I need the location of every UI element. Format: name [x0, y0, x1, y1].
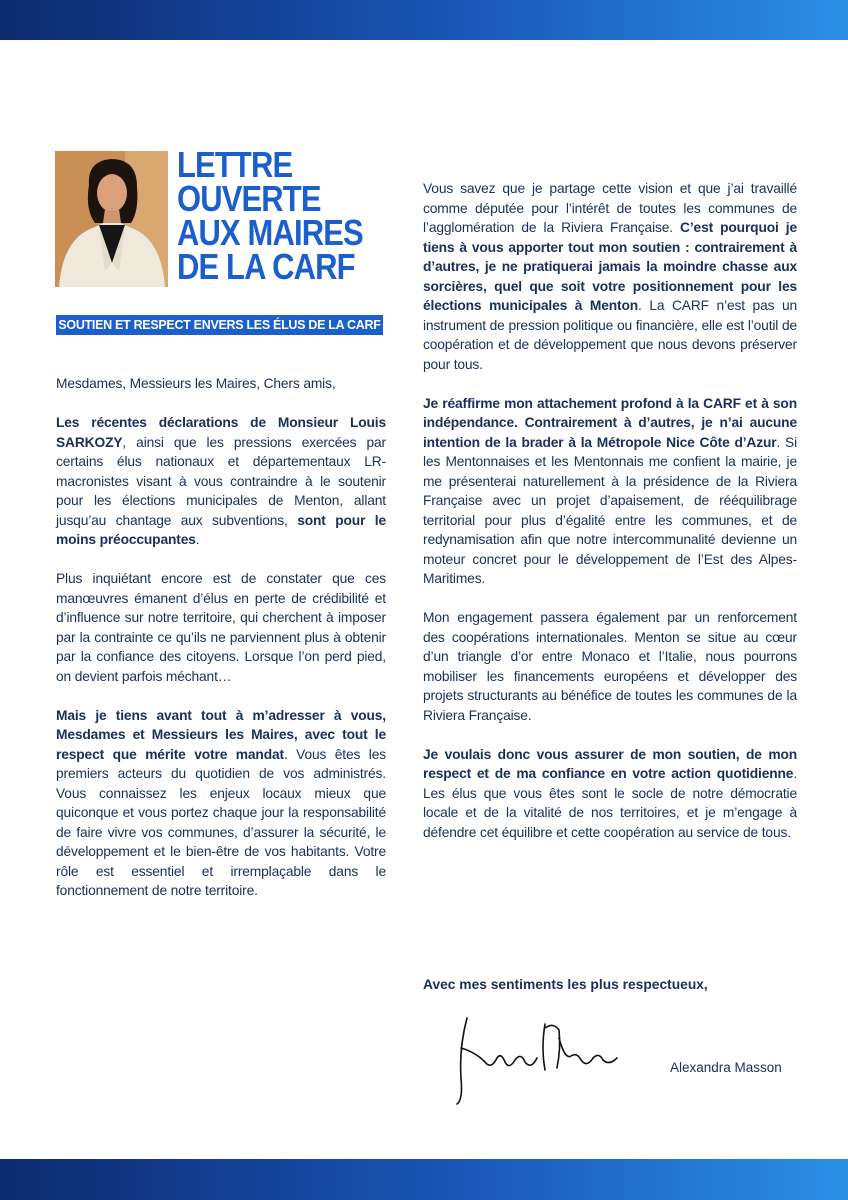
p4-text-end: . La CARF n’est pas un instrument de pression politique ou financière, elle est l’outil de coopération et de développement que nous devons préserver pour tous. — [423, 298, 797, 372]
letter-column-right — [423, 179, 797, 862]
paragraph-1 — [56, 413, 386, 550]
paragraph-6: Mon engagement passera également par un renforcement des coopérations internationales. Menton se situe au cœur d’un triangle d’or entre Monaco et l’Italie, nous pourrons mobiliser les financements européens et développer des projets structurants au bénéfice de toutes les communes de la Riviera Française. — [423, 610, 797, 723]
title-line-1: LETTRE — [177, 144, 293, 185]
title-line-2: OUVERTE — [177, 178, 321, 219]
p7-text: . Les élus que vous êtes sont le socle de notre démocratie locale et de la vitalité de nos territoires, et je m’engage à défendre cet équilibre et cette coopération au service de tous. — [423, 766, 797, 840]
closing-line: Avec mes sentiments les plus respectueux, — [423, 977, 708, 992]
top-gradient-band — [0, 0, 848, 40]
title-line-3: AUX MAIRES — [177, 212, 363, 253]
p1-bold-end: sont pour le moins préoccupantes — [56, 512, 386, 547]
p5-bold: Je réaffirme mon attachement profond à la CARF et à son indépendance. Contrairement à d’autres, je n’ai aucune intention de la brader à la Métropole Nice Côte d’Azur — [423, 395, 797, 450]
paragraph-4 — [423, 179, 797, 374]
paragraph-5 — [423, 394, 797, 589]
paragraph-7 — [423, 745, 797, 843]
handwritten-signature — [445, 1008, 625, 1108]
title-line-4: DE LA CARF — [177, 246, 355, 287]
greeting: Mesdames, Messieurs les Maires, Chers amis, — [56, 376, 336, 391]
portrait-illustration — [55, 151, 168, 287]
bottom-gradient-band — [0, 1159, 848, 1200]
letter-column-left — [56, 374, 386, 920]
p4-bold: C’est pourquoi je tiens à vous apporter tout mon soutien : contrairement à d’autres, je ne pratiquerai jamais la moindre chasse aux sorcières, quel que soit votre positionnement pour les élections municipales à Menton — [423, 220, 797, 313]
p1-period: . — [195, 532, 200, 547]
subtitle-banner: SOUTIEN ET RESPECT ENVERS LES ÉLUS DE LA CARF — [56, 315, 383, 335]
signatory-name: Alexandra Masson — [670, 1060, 782, 1075]
paragraph-3 — [56, 706, 386, 901]
portrait-photo — [55, 151, 168, 287]
paragraph-2: Plus inquiétant encore est de constater que ces manœuvres émanent d’élus en perte de crédibilité et d’influence sur notre territoire, qui cherchent à imposer par la contrainte ce qu’ils ne parviennent plus à obtenir par la confiance des citoyens. Lorsque l’on perd pied, on devient parfois méchant… — [56, 571, 386, 684]
p3-bold: Mais je tiens avant tout à m’adresser à vous, Mesdames et Messieurs les Maires, avec tout le respect que mérite votre mandat — [56, 707, 386, 762]
p1-bold-start: Les récentes déclarations de Monsieur Louis SARKOZY — [56, 415, 386, 450]
p5-text: . Si les Mentonnaises et les Mentonnais me confient la mairie, je me présenterai naturellement à la présidence de la Riviera Française avec un projet d’apaisement, de rééquilibrage territorial pour plus d’égalité entre les communes, et de redynamisation afin que notre intercommunalité devienne un moteur concret pour le développement de l’Est des Alpes-Maritimes. — [423, 434, 797, 586]
p4-text-start: Vous savez que je partage cette vision et que j’ai travaillé comme députée pour l’intérêt de toutes les communes de l’agglomération de la Riviera Française. — [423, 181, 797, 235]
letter-title — [177, 144, 366, 287]
p1-text: , ainsi que les pressions exercées par certains élus nationaux et départementaux LR-macronistes visant à vous contraindre à le soutenir pour les élections municipales de Menton, allant jusqu’au chantage aux subventions, — [56, 434, 386, 528]
p3-text: . Vous êtes les premiers acteurs du quotidien de vos administrés. Vous connaissez les enjeux locaux mieux que quiconque et vous portez chaque jour la responsabilité de faire vivre vos communes, d’assurer la sécurité, le développement et le bien-être de vos habitants. Votre rôle est essentiel et irremplaçable dans le fonctionnement de notre territoire. — [56, 746, 386, 898]
p7-bold: Je voulais donc vous assurer de mon soutien, de mon respect et de ma confiance en votre action quotidienne — [423, 746, 797, 781]
